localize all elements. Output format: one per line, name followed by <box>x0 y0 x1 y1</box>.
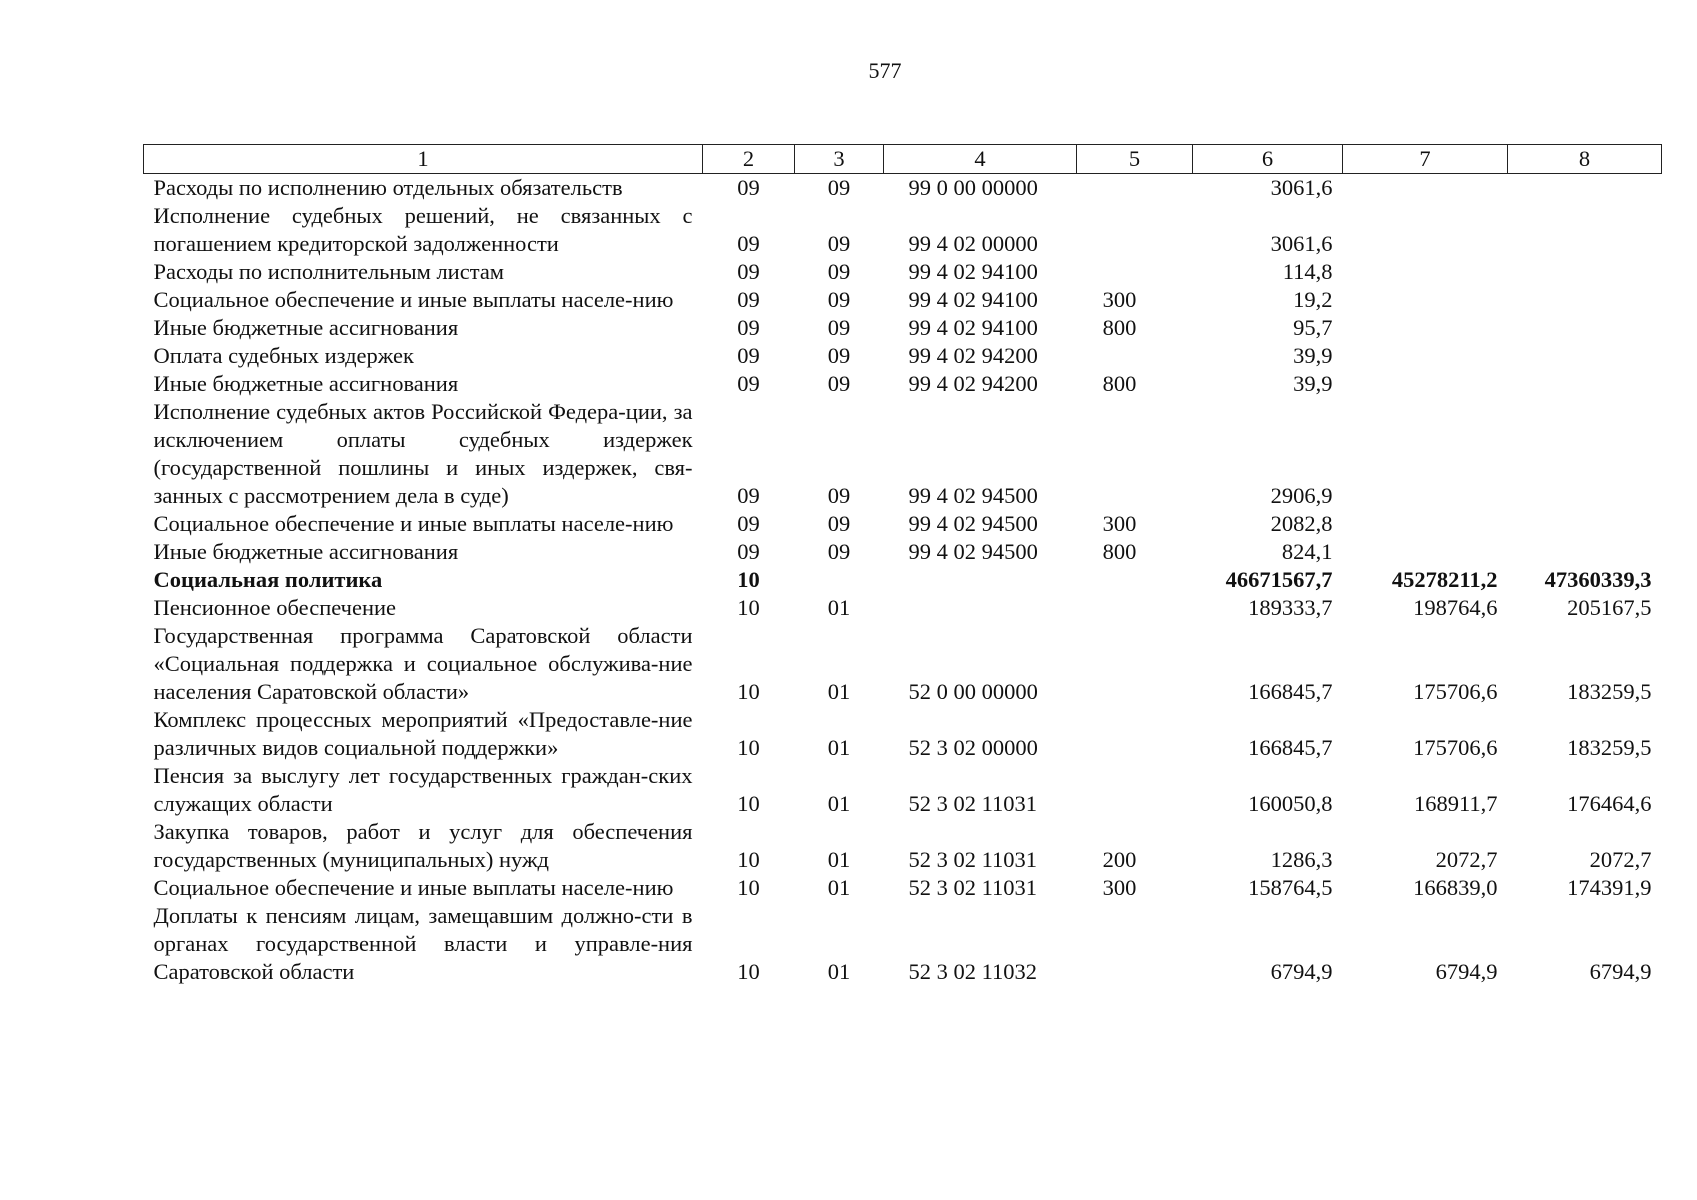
row-amount-col7 <box>1343 202 1508 258</box>
row-target-article: 99 0 00 00000 <box>908 175 1038 200</box>
row-expense-type <box>1077 902 1193 986</box>
row-amount-col8: 183259,5 <box>1567 679 1652 704</box>
row-expense-type: 800 <box>1102 315 1137 340</box>
row-section: 09 <box>737 259 760 284</box>
row-section: 10 <box>737 847 760 872</box>
row-expense-type: 300 <box>1102 287 1137 312</box>
row-amount-col6: 6794,9 <box>1270 959 1333 984</box>
row-amount-col7: 6794,9 <box>1435 959 1498 984</box>
table-row <box>144 398 1662 510</box>
row-amount-col6: 19,2 <box>1293 287 1333 312</box>
row-expense-type <box>1077 762 1193 818</box>
row-target-article: 52 3 02 11032 <box>908 959 1038 984</box>
row-amount-col6: 166845,7 <box>1248 679 1333 704</box>
row-target-article: 52 0 00 00000 <box>908 679 1038 704</box>
table-row <box>144 174 1662 203</box>
row-subsection: 09 <box>827 175 851 200</box>
row-amount-col6: 39,9 <box>1293 343 1333 368</box>
row-section: 09 <box>737 175 760 200</box>
table-row <box>144 874 1662 902</box>
row-target-article: 99 4 02 94100 <box>908 259 1038 284</box>
row-expense-type: 800 <box>1102 371 1137 396</box>
row-expense-type <box>1077 342 1193 370</box>
row-subsection: 01 <box>827 875 851 900</box>
header-col-8: 8 <box>1508 145 1662 174</box>
row-target-article <box>884 594 1077 622</box>
row-amount-col7 <box>1343 314 1508 342</box>
table-row <box>144 706 1662 762</box>
row-amount-col8: 183259,5 <box>1567 735 1652 760</box>
row-name: Иные бюджетные ассигнования <box>153 315 459 340</box>
row-expense-type <box>1077 398 1193 510</box>
row-amount-col8: 47360339,3 <box>1544 567 1652 592</box>
row-name: Расходы по исполнительным листам <box>153 259 505 284</box>
row-section: 09 <box>737 511 760 536</box>
row-amount-col8: 6794,9 <box>1589 959 1652 984</box>
row-amount-col7 <box>1343 510 1508 538</box>
table-body <box>144 174 1662 987</box>
row-name: Оплата судебных издержек <box>153 343 414 368</box>
row-target-article: 99 4 02 94500 <box>908 483 1038 508</box>
row-amount-col7: 175706,6 <box>1413 735 1498 760</box>
header-col-5: 5 <box>1077 145 1193 174</box>
row-subsection: 09 <box>827 539 851 564</box>
row-amount-col7 <box>1343 174 1508 203</box>
row-section: 10 <box>737 735 760 760</box>
row-amount-col6: 1286,3 <box>1270 847 1333 872</box>
row-amount-col8: 176464,6 <box>1567 791 1652 816</box>
row-amount-col6: 824,1 <box>1281 539 1333 564</box>
row-name: Государственная программа Саратовской области «Социальная поддержка и социальное обслужива-ние населения Саратовской области» <box>153 623 693 704</box>
row-section: 09 <box>737 343 760 368</box>
row-subsection: 01 <box>827 959 851 984</box>
row-target-article: 99 4 02 94200 <box>908 343 1038 368</box>
row-amount-col6: 46671567,7 <box>1225 567 1333 592</box>
row-amount-col7: 45278211,2 <box>1391 567 1498 592</box>
row-name: Доплаты к пенсиям лицам, замещавшим должно-сти в органах государственной власти и управле-ния Саратовской области <box>153 903 693 984</box>
table-row <box>144 622 1662 706</box>
row-amount-col6: 2906,9 <box>1270 483 1333 508</box>
table-row <box>144 314 1662 342</box>
row-subsection <box>795 566 884 594</box>
row-name: Исполнение судебных актов Российской Федера-ции, за исключением оплаты судебных издержек (государственной пошлины и иных издержек, свя-занных с рассмотрением дела в суде) <box>153 399 693 508</box>
table-row <box>144 818 1662 874</box>
row-amount-col8 <box>1508 538 1662 566</box>
row-amount-col8: 2072,7 <box>1589 847 1652 872</box>
row-target-article: 99 4 02 94200 <box>908 371 1038 396</box>
row-expense-type <box>1077 174 1193 203</box>
row-amount-col6: 160050,8 <box>1248 791 1333 816</box>
row-amount-col8 <box>1508 510 1662 538</box>
row-expense-type <box>1077 594 1193 622</box>
row-section: 09 <box>737 539 760 564</box>
row-target-article: 99 4 02 94100 <box>908 287 1038 312</box>
header-col-7: 7 <box>1343 145 1508 174</box>
row-name: Исполнение судебных решений, не связанных с погашением кредиторской задолженности <box>153 203 693 256</box>
row-expense-type: 800 <box>1102 539 1137 564</box>
row-amount-col8 <box>1508 398 1662 510</box>
row-name: Расходы по исполнению отдельных обязательств <box>153 175 623 200</box>
row-amount-col7: 198764,6 <box>1413 595 1498 620</box>
row-subsection: 01 <box>827 735 851 760</box>
header-col-6: 6 <box>1193 145 1343 174</box>
row-subsection: 09 <box>827 371 851 396</box>
row-subsection: 09 <box>827 259 851 284</box>
row-name: Закупка товаров, работ и услуг для обеспечения государственных (муниципальных) нужд <box>153 819 693 872</box>
row-target-article: 52 3 02 11031 <box>908 875 1038 900</box>
row-expense-type <box>1077 258 1193 286</box>
row-target-article: 99 4 02 00000 <box>908 231 1038 256</box>
row-section: 10 <box>737 875 760 900</box>
row-section: 09 <box>737 315 760 340</box>
row-target-article: 99 4 02 94500 <box>908 539 1038 564</box>
row-name: Пенсия за выслугу лет государственных граждан-ских служащих области <box>153 763 693 816</box>
row-expense-type: 200 <box>1102 847 1137 872</box>
row-expense-type <box>1077 566 1193 594</box>
row-amount-col6: 166845,7 <box>1248 735 1333 760</box>
row-subsection: 09 <box>827 343 851 368</box>
row-section: 09 <box>737 231 760 256</box>
row-subsection: 09 <box>827 483 851 508</box>
row-section: 09 <box>737 287 760 312</box>
table-row <box>144 258 1662 286</box>
row-expense-type <box>1077 622 1193 706</box>
table-row <box>144 510 1662 538</box>
row-expense-type <box>1077 706 1193 762</box>
row-amount-col8 <box>1508 314 1662 342</box>
row-section: 10 <box>737 567 760 592</box>
row-amount-col7 <box>1343 398 1508 510</box>
table-row <box>144 538 1662 566</box>
row-target-article: 99 4 02 94500 <box>908 511 1038 536</box>
row-expense-type <box>1077 202 1193 258</box>
row-amount-col7 <box>1343 342 1508 370</box>
row-amount-col7: 168911,7 <box>1413 791 1498 816</box>
row-amount-col8 <box>1508 286 1662 314</box>
row-subsection: 01 <box>827 679 851 704</box>
row-amount-col6: 95,7 <box>1293 315 1333 340</box>
row-name: Социальное обеспечение и иные выплаты населе-нию <box>153 511 674 536</box>
row-amount-col6: 189333,7 <box>1248 595 1333 620</box>
row-name: Пенсионное обеспечение <box>153 595 397 620</box>
row-target-article: 99 4 02 94100 <box>908 315 1038 340</box>
row-target-article <box>884 566 1077 594</box>
header-col-4: 4 <box>884 145 1077 174</box>
row-name: Комплекс процессных мероприятий «Предоставле-ние различных видов социальной поддержки» <box>153 707 693 760</box>
row-expense-type: 300 <box>1102 511 1137 536</box>
row-name: Социальное обеспечение и иные выплаты населе-нию <box>153 287 674 312</box>
row-amount-col8 <box>1508 258 1662 286</box>
page-number: 577 <box>868 58 902 83</box>
row-amount-col6: 3061,6 <box>1270 231 1333 256</box>
row-amount-col7: 166839,0 <box>1413 875 1498 900</box>
row-section: 10 <box>737 679 760 704</box>
row-section: 10 <box>737 791 760 816</box>
table-row <box>144 762 1662 818</box>
row-amount-col8 <box>1508 370 1662 398</box>
row-amount-col8 <box>1508 342 1662 370</box>
row-amount-col6: 3061,6 <box>1270 175 1333 200</box>
row-amount-col7 <box>1343 258 1508 286</box>
table-row <box>144 370 1662 398</box>
table-row <box>144 594 1662 622</box>
table-row <box>144 566 1662 594</box>
row-amount-col6: 158764,5 <box>1248 875 1333 900</box>
row-section: 10 <box>737 595 760 620</box>
row-amount-col7: 2072,7 <box>1435 847 1498 872</box>
row-amount-col6: 114,8 <box>1282 259 1333 284</box>
budget-table <box>143 144 1662 986</box>
row-name: Иные бюджетные ассигнования <box>153 539 459 564</box>
row-target-article: 52 3 02 11031 <box>908 847 1038 872</box>
row-amount-col7: 175706,6 <box>1413 679 1498 704</box>
row-name: Социальное обеспечение и иные выплаты населе-нию <box>153 875 674 900</box>
header-col-3: 3 <box>795 145 884 174</box>
row-amount-col8 <box>1508 174 1662 203</box>
row-subsection: 01 <box>827 847 851 872</box>
row-name: Иные бюджетные ассигнования <box>153 371 459 396</box>
table-header-row <box>144 145 1662 174</box>
row-subsection: 09 <box>827 315 851 340</box>
row-target-article: 52 3 02 00000 <box>908 735 1038 760</box>
row-amount-col6: 39,9 <box>1293 371 1333 396</box>
row-amount-col8 <box>1508 202 1662 258</box>
row-expense-type: 300 <box>1102 875 1137 900</box>
header-col-2: 2 <box>703 145 795 174</box>
row-amount-col8: 174391,9 <box>1567 875 1652 900</box>
table-row <box>144 286 1662 314</box>
row-amount-col7 <box>1343 370 1508 398</box>
row-subsection: 09 <box>827 511 851 536</box>
table-row <box>144 342 1662 370</box>
row-subsection: 09 <box>827 231 851 256</box>
header-col-1: 1 <box>144 145 703 174</box>
row-subsection: 01 <box>827 595 851 620</box>
row-amount-col8: 205167,5 <box>1567 595 1652 620</box>
table-row <box>144 202 1662 258</box>
row-section: 10 <box>737 959 760 984</box>
row-amount-col6: 2082,8 <box>1270 511 1333 536</box>
row-section: 09 <box>737 371 760 396</box>
row-amount-col7 <box>1343 286 1508 314</box>
row-subsection: 01 <box>827 791 851 816</box>
row-subsection: 09 <box>827 287 851 312</box>
table-row <box>144 902 1662 986</box>
row-section: 09 <box>737 483 760 508</box>
row-target-article: 52 3 02 11031 <box>908 791 1038 816</box>
row-name: Социальная политика <box>153 567 383 592</box>
row-amount-col7 <box>1343 538 1508 566</box>
